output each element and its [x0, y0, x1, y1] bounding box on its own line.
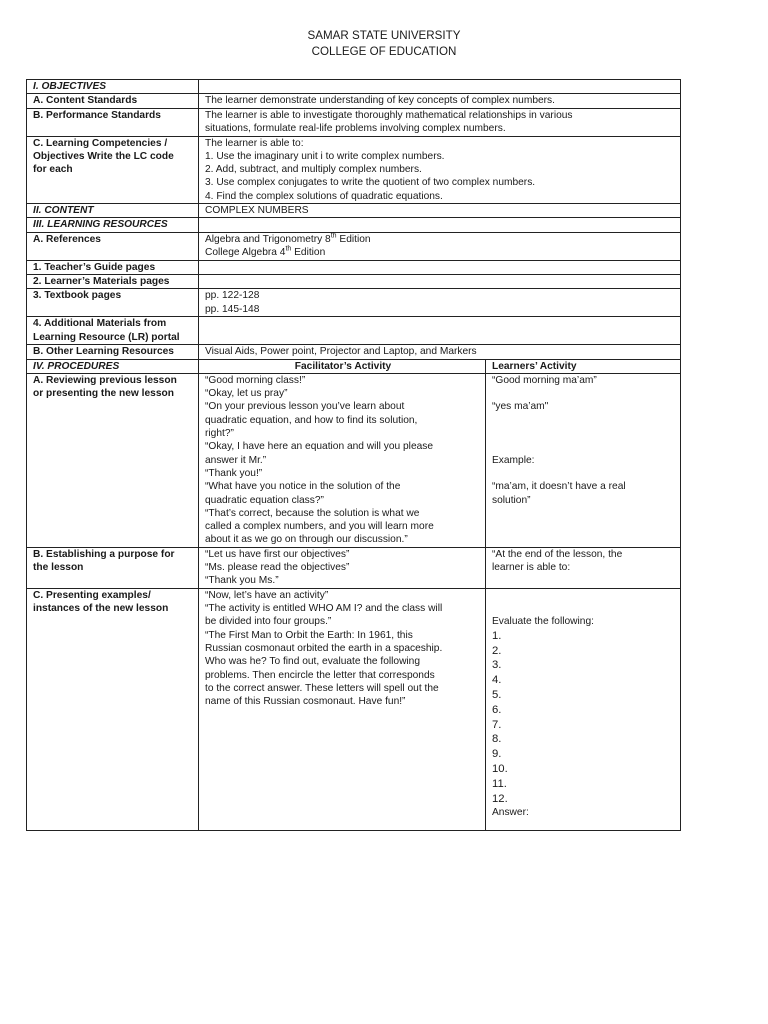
spacer — [492, 602, 676, 615]
answer-number: 8. — [492, 733, 502, 746]
other-resources-label: B. Other Learning Resources — [27, 345, 199, 359]
answer-number: 1. — [492, 629, 502, 642]
facilitator-line: “Okay, I have here an equation and will you please — [205, 441, 434, 453]
facilitator-line: “Thank you!” — [205, 467, 263, 479]
references-label: A. References — [27, 232, 199, 260]
answer-number: 6. — [492, 703, 502, 716]
college-name: COLLEGE OF EDUCATION — [311, 45, 457, 58]
reference-edition: Edition — [291, 246, 326, 258]
reference-line — [205, 246, 676, 259]
review-label-line: A. Reviewing previous lesson — [33, 374, 177, 386]
content-value: COMPLEX NUMBERS — [199, 204, 681, 218]
competency-line: 1. Use the imaginary unit i to write complex numbers. — [205, 150, 445, 162]
content-standards-label: A. Content Standards — [27, 94, 199, 108]
facilitator-line: quadratic equation class?” — [205, 494, 324, 506]
facilitator-line: “Okay, let us pray” — [205, 388, 288, 400]
competency-line: 3. Use complex conjugates to write the quotient of two complex numbers. — [205, 177, 536, 189]
learner-line: “ma’am, it doesn’t have a real — [492, 481, 626, 493]
learner-line — [492, 414, 676, 427]
learner-line: Example: — [492, 454, 535, 466]
reference-edition: Edition — [336, 233, 371, 245]
lesson-plan-table — [26, 79, 681, 831]
learner-line — [492, 440, 676, 453]
competencies-label-line: C. Learning Competencies / — [33, 137, 168, 149]
performance-standards-line: The learner is able to investigate thoroughly mathematical relationships in various — [205, 109, 573, 121]
reference-title: Algebra and Trigonometry 8 — [205, 233, 331, 245]
additional-materials-label-line: 4. Additional Materials from — [33, 318, 167, 330]
facilitator-line: quadratic equation, and how to find its solution, — [205, 414, 418, 426]
review-learners-activity — [486, 373, 681, 547]
examples-label — [27, 588, 199, 830]
learner-line — [492, 427, 676, 440]
facilitator-line: Who was he? To find out, evaluate the following — [205, 656, 421, 668]
reference-superscript: th — [330, 232, 337, 240]
facilitator-line: “Let us have first our objectives” — [205, 548, 350, 560]
answer-number: 3. — [492, 659, 502, 672]
references-value — [199, 232, 681, 260]
answer-number: 12. — [492, 792, 508, 805]
facilitator-line: problems. Then encircle the letter that corresponds — [205, 669, 435, 681]
textbook-pages-label: 3. Textbook pages — [27, 289, 199, 317]
examples-facilitator-activity — [199, 588, 486, 830]
university-name: SAMAR STATE UNIVERSITY — [307, 29, 461, 42]
reference-line — [205, 233, 676, 246]
teachers-guide-value — [199, 260, 681, 274]
learners-materials-label: 2. Learner’s Materials pages — [27, 274, 199, 288]
facilitator-line: right?” — [205, 428, 234, 440]
facilitator-line: “Good morning class!” — [205, 374, 306, 386]
facilitator-line: “Now, let’s have an activity” — [205, 589, 329, 601]
additional-materials-value — [199, 317, 681, 345]
competencies-label-line: Objectives Write the LC code — [33, 150, 174, 162]
facilitator-line: “What have you notice in the solution of the — [205, 481, 401, 493]
competencies-value — [199, 136, 681, 203]
purpose-label-line: B. Establishing a purpose for — [33, 548, 175, 560]
facilitator-line: “Ms. please read the objectives” — [205, 562, 350, 574]
answer-number: 11. — [492, 777, 507, 790]
content-standards-value: The learner demonstrate understanding of key concepts of complex numbers. — [199, 94, 681, 108]
spacer — [492, 589, 676, 602]
other-resources-value: Visual Aids, Power point, Projector and Laptop, and Markers — [199, 345, 681, 359]
objectives-section-empty — [199, 80, 681, 94]
review-facilitator-activity — [199, 373, 486, 547]
competency-line: 4. Find the complex solutions of quadratic equations. — [205, 190, 443, 202]
learners-column-header: Learners’ Activity — [486, 359, 681, 373]
learner-line: “Good morning ma’am” — [492, 374, 597, 386]
learner-line: “yes ma’am" — [492, 401, 549, 413]
facilitator-line: “On your previous lesson you’ve learn about — [205, 401, 405, 413]
examples-label-line: instances of the new lesson — [33, 603, 169, 615]
purpose-label-line: the lesson — [33, 562, 84, 574]
facilitator-line: name of this Russian cosmonaut. Have fun!” — [205, 696, 406, 708]
facilitator-line: be divided into four groups.” — [205, 616, 332, 628]
performance-standards-label: B. Performance Standards — [27, 108, 199, 136]
purpose-label — [27, 547, 199, 588]
facilitator-line: “Thank you Ms.” — [205, 575, 279, 587]
answer-label: Answer: — [492, 807, 529, 819]
procedures-section-heading: IV. PROCEDURES — [27, 359, 199, 373]
answer-number: 4. — [492, 674, 502, 687]
review-lesson-label — [27, 373, 199, 547]
content-section-heading: II. CONTENT — [27, 204, 199, 218]
learner-line: “At the end of the lesson, the — [492, 548, 623, 560]
examples-label-line: C. Presenting examples/ — [33, 589, 151, 601]
reference-title: College Algebra 4 — [205, 246, 286, 258]
competencies-label — [27, 136, 199, 203]
learners-materials-value — [199, 274, 681, 288]
facilitator-line: Russian cosmonaut orbited the earth in a spaceship. — [205, 643, 443, 655]
textbook-pages-line: pp. 122-128 — [205, 290, 260, 302]
answer-number: 10. — [492, 762, 508, 775]
reference-superscript: th — [285, 245, 292, 253]
facilitator-line: to the correct answer. These letters will spell out the — [205, 682, 439, 694]
teachers-guide-label: 1. Teacher’s Guide pages — [27, 260, 199, 274]
facilitator-line: “That’s correct, because the solution is what we — [205, 507, 420, 519]
additional-materials-label-line: Learning Resource (LR) portal — [33, 331, 180, 343]
performance-standards-value — [199, 108, 681, 136]
resources-section-heading: III. LEARNING RESOURCES — [27, 218, 199, 232]
resources-section-empty — [199, 218, 681, 232]
competency-line: 2. Add, subtract, and multiply complex numbers. — [205, 164, 422, 176]
textbook-pages-value — [199, 289, 681, 317]
purpose-learners-activity — [486, 547, 681, 588]
competencies-label-line: for each — [33, 164, 73, 176]
facilitator-line: “The First Man to Orbit the Earth: In 1961, this — [205, 629, 413, 641]
evaluate-instruction: Evaluate the following: — [492, 616, 594, 628]
learner-line — [492, 387, 676, 400]
learner-line: solution” — [492, 494, 531, 506]
additional-materials-label — [27, 317, 199, 345]
facilitator-line: about it as we go on through our discussion.” — [205, 534, 408, 546]
review-label-line: or presenting the new lesson — [33, 388, 174, 400]
answer-number: 7. — [492, 718, 502, 731]
learner-line: learner is able to: — [492, 562, 571, 574]
facilitator-line: answer it Mr.” — [205, 454, 267, 466]
answer-number: 5. — [492, 688, 502, 701]
competency-line: The learner is able to: — [205, 137, 304, 149]
answer-number: 9. — [492, 748, 502, 761]
objectives-section-heading: I. OBJECTIVES — [27, 80, 199, 94]
examples-learners-activity — [486, 588, 681, 830]
answer-number: 2. — [492, 644, 502, 657]
performance-standards-line: situations, formulate real-life problems involving complex numbers. — [205, 122, 506, 134]
facilitator-line: called a complex numbers, and you will learn more — [205, 521, 434, 533]
learner-line — [492, 467, 676, 480]
facilitator-line: “The activity is entitled WHO AM I? and the class will — [205, 603, 443, 615]
facilitator-column-header: Facilitator’s Activity — [199, 359, 486, 373]
textbook-pages-line: pp. 145-148 — [205, 303, 260, 315]
purpose-facilitator-activity — [199, 547, 486, 588]
